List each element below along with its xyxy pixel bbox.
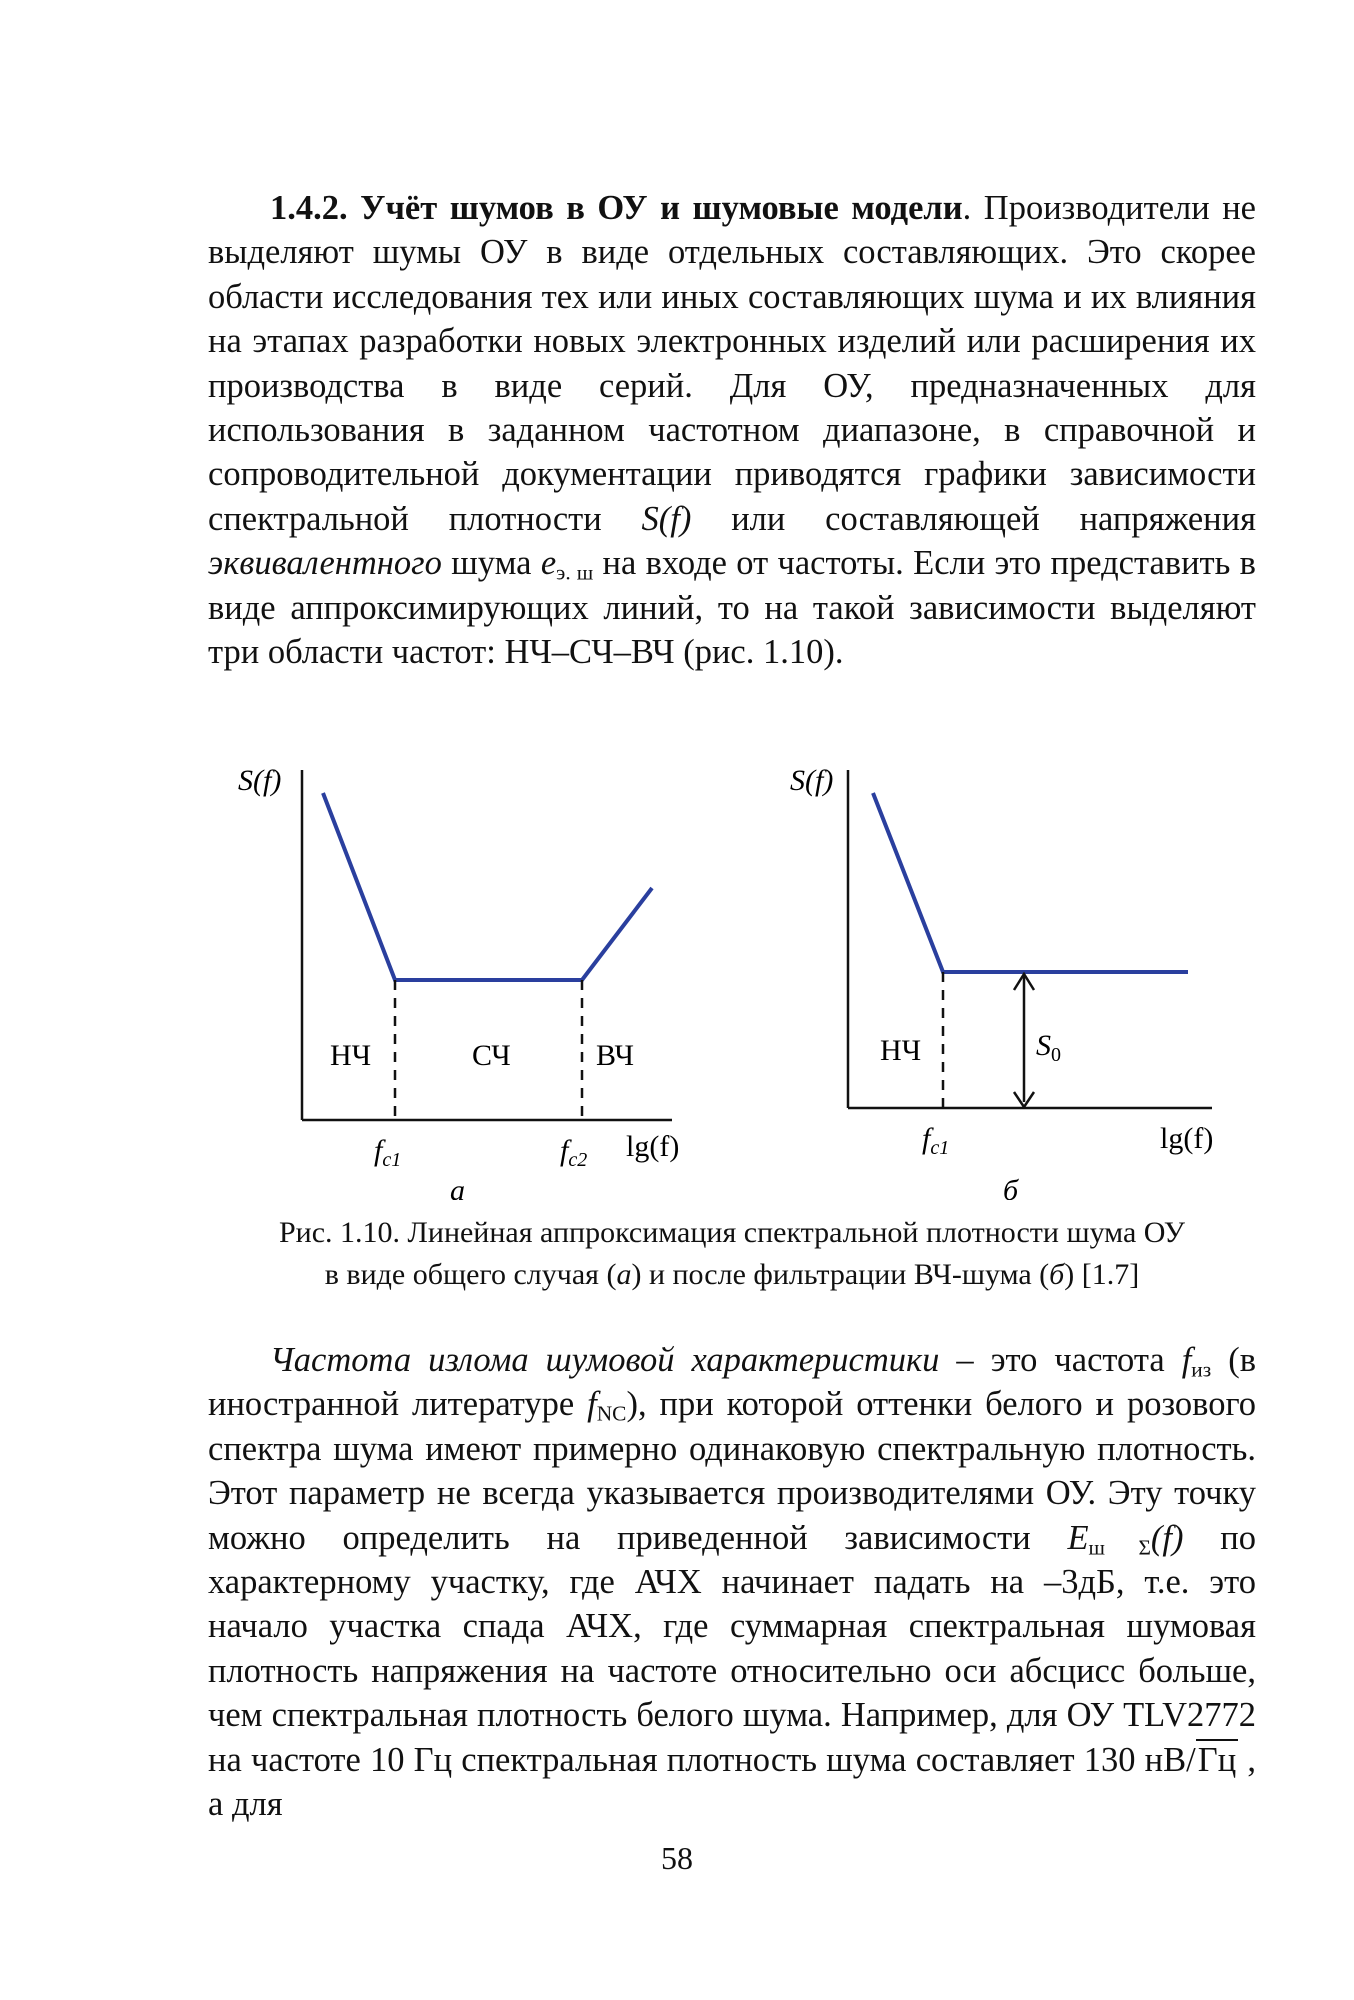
chart-a-sublabel: а xyxy=(450,1174,465,1200)
paragraph-intro: 1.4.2. Учёт шумов в ОУ и шумовые модели. Производители не выделяют шумы ОУ в виде отдельных составляющих. Это скорее области исследования тех или иных составляющих шума и их влияния на этапах разработки новых электронных изделий или расширения их производства в виде серий. Для ОУ, предназначенных для использования в заданном частотном диапазоне, в справочной и сопроводительной документации приводятся графики зависимости спектральной плотности S(f) или составляющей напряжения эквивалентного шума $e_{э. ш}$ на входе от частоты. Если это представить в виде аппроксимирующих линий, то на такой зависимости выделяют три области частот: НЧ–СЧ–ВЧ (рис. 1.10). xyxy=(208,189,1256,672)
chart-b-y-label: S(f) xyxy=(790,764,834,797)
chart-a-region-low: НЧ xyxy=(330,1039,372,1072)
chart-b-sublabel: б xyxy=(1003,1174,1019,1200)
sqrt-symbol: Гц xyxy=(1197,1740,1237,1779)
chart-b xyxy=(790,764,1213,1200)
chart-b-region-low: НЧ xyxy=(880,1034,922,1067)
chart-a-region-high: ВЧ xyxy=(596,1039,635,1072)
chart-a-series-line xyxy=(323,793,652,980)
section-heading: 1.4.2. Учёт шумов в ОУ и шумовые модели xyxy=(270,189,963,227)
chart-a-tick-fc1: $f_{c1}$ xyxy=(374,1134,402,1171)
figure-caption: Рис. 1.10. Линейная аппроксимация спектральной плотности шума ОУ в виде общего случая (а) и после фильтрации ВЧ-шума (б) [1.7] xyxy=(278,1216,1185,1291)
chart-a xyxy=(238,764,679,1200)
chart-a-tick-fc2: $f_{c2}$ xyxy=(560,1134,588,1171)
chart-b-x-label: lg(f) xyxy=(1160,1122,1214,1155)
chart-a-region-mid: СЧ xyxy=(472,1039,511,1072)
chart-b-tick-fc1: $f_{c1}$ xyxy=(922,1122,950,1159)
page-number: 58 xyxy=(661,1840,693,1876)
term-corner-frequency: Частота излома шумовой характеристики xyxy=(270,1341,940,1379)
chart-b-s0-label: $S_0$ xyxy=(1036,1029,1061,1066)
chart-a-x-label: lg(f) xyxy=(626,1130,680,1163)
chart-b-series-line xyxy=(873,793,1188,972)
paragraph-corner-frequency: Частота излома шумовой характеристики – это частота $f_{из}$ (в иностранной литературе $f_{NC}$), при которой оттенки белого и розового спектра шума имеют примерно одинаковую спектральную плотность. Этот параметр не всегда указывается производителями ОУ. Эту точку можно определить на приведенной зависимости $E_{ш \Sigma}(f)$ по характерному участку, где АЧХ начинает падать на –3дБ, т.е. это начало участка спада АЧХ, где суммарная спектральная шумовая плотность напряжения на частоте относительно оси абсцисс больше, чем спектральная плотность белого шума. Например, для ОУ TLV2772 на частоте 10 Гц спектральная плотность шума составляет 130 нВ/Гц , а для xyxy=(208,1341,1256,1824)
chart-a-y-label: S(f) xyxy=(238,764,282,797)
